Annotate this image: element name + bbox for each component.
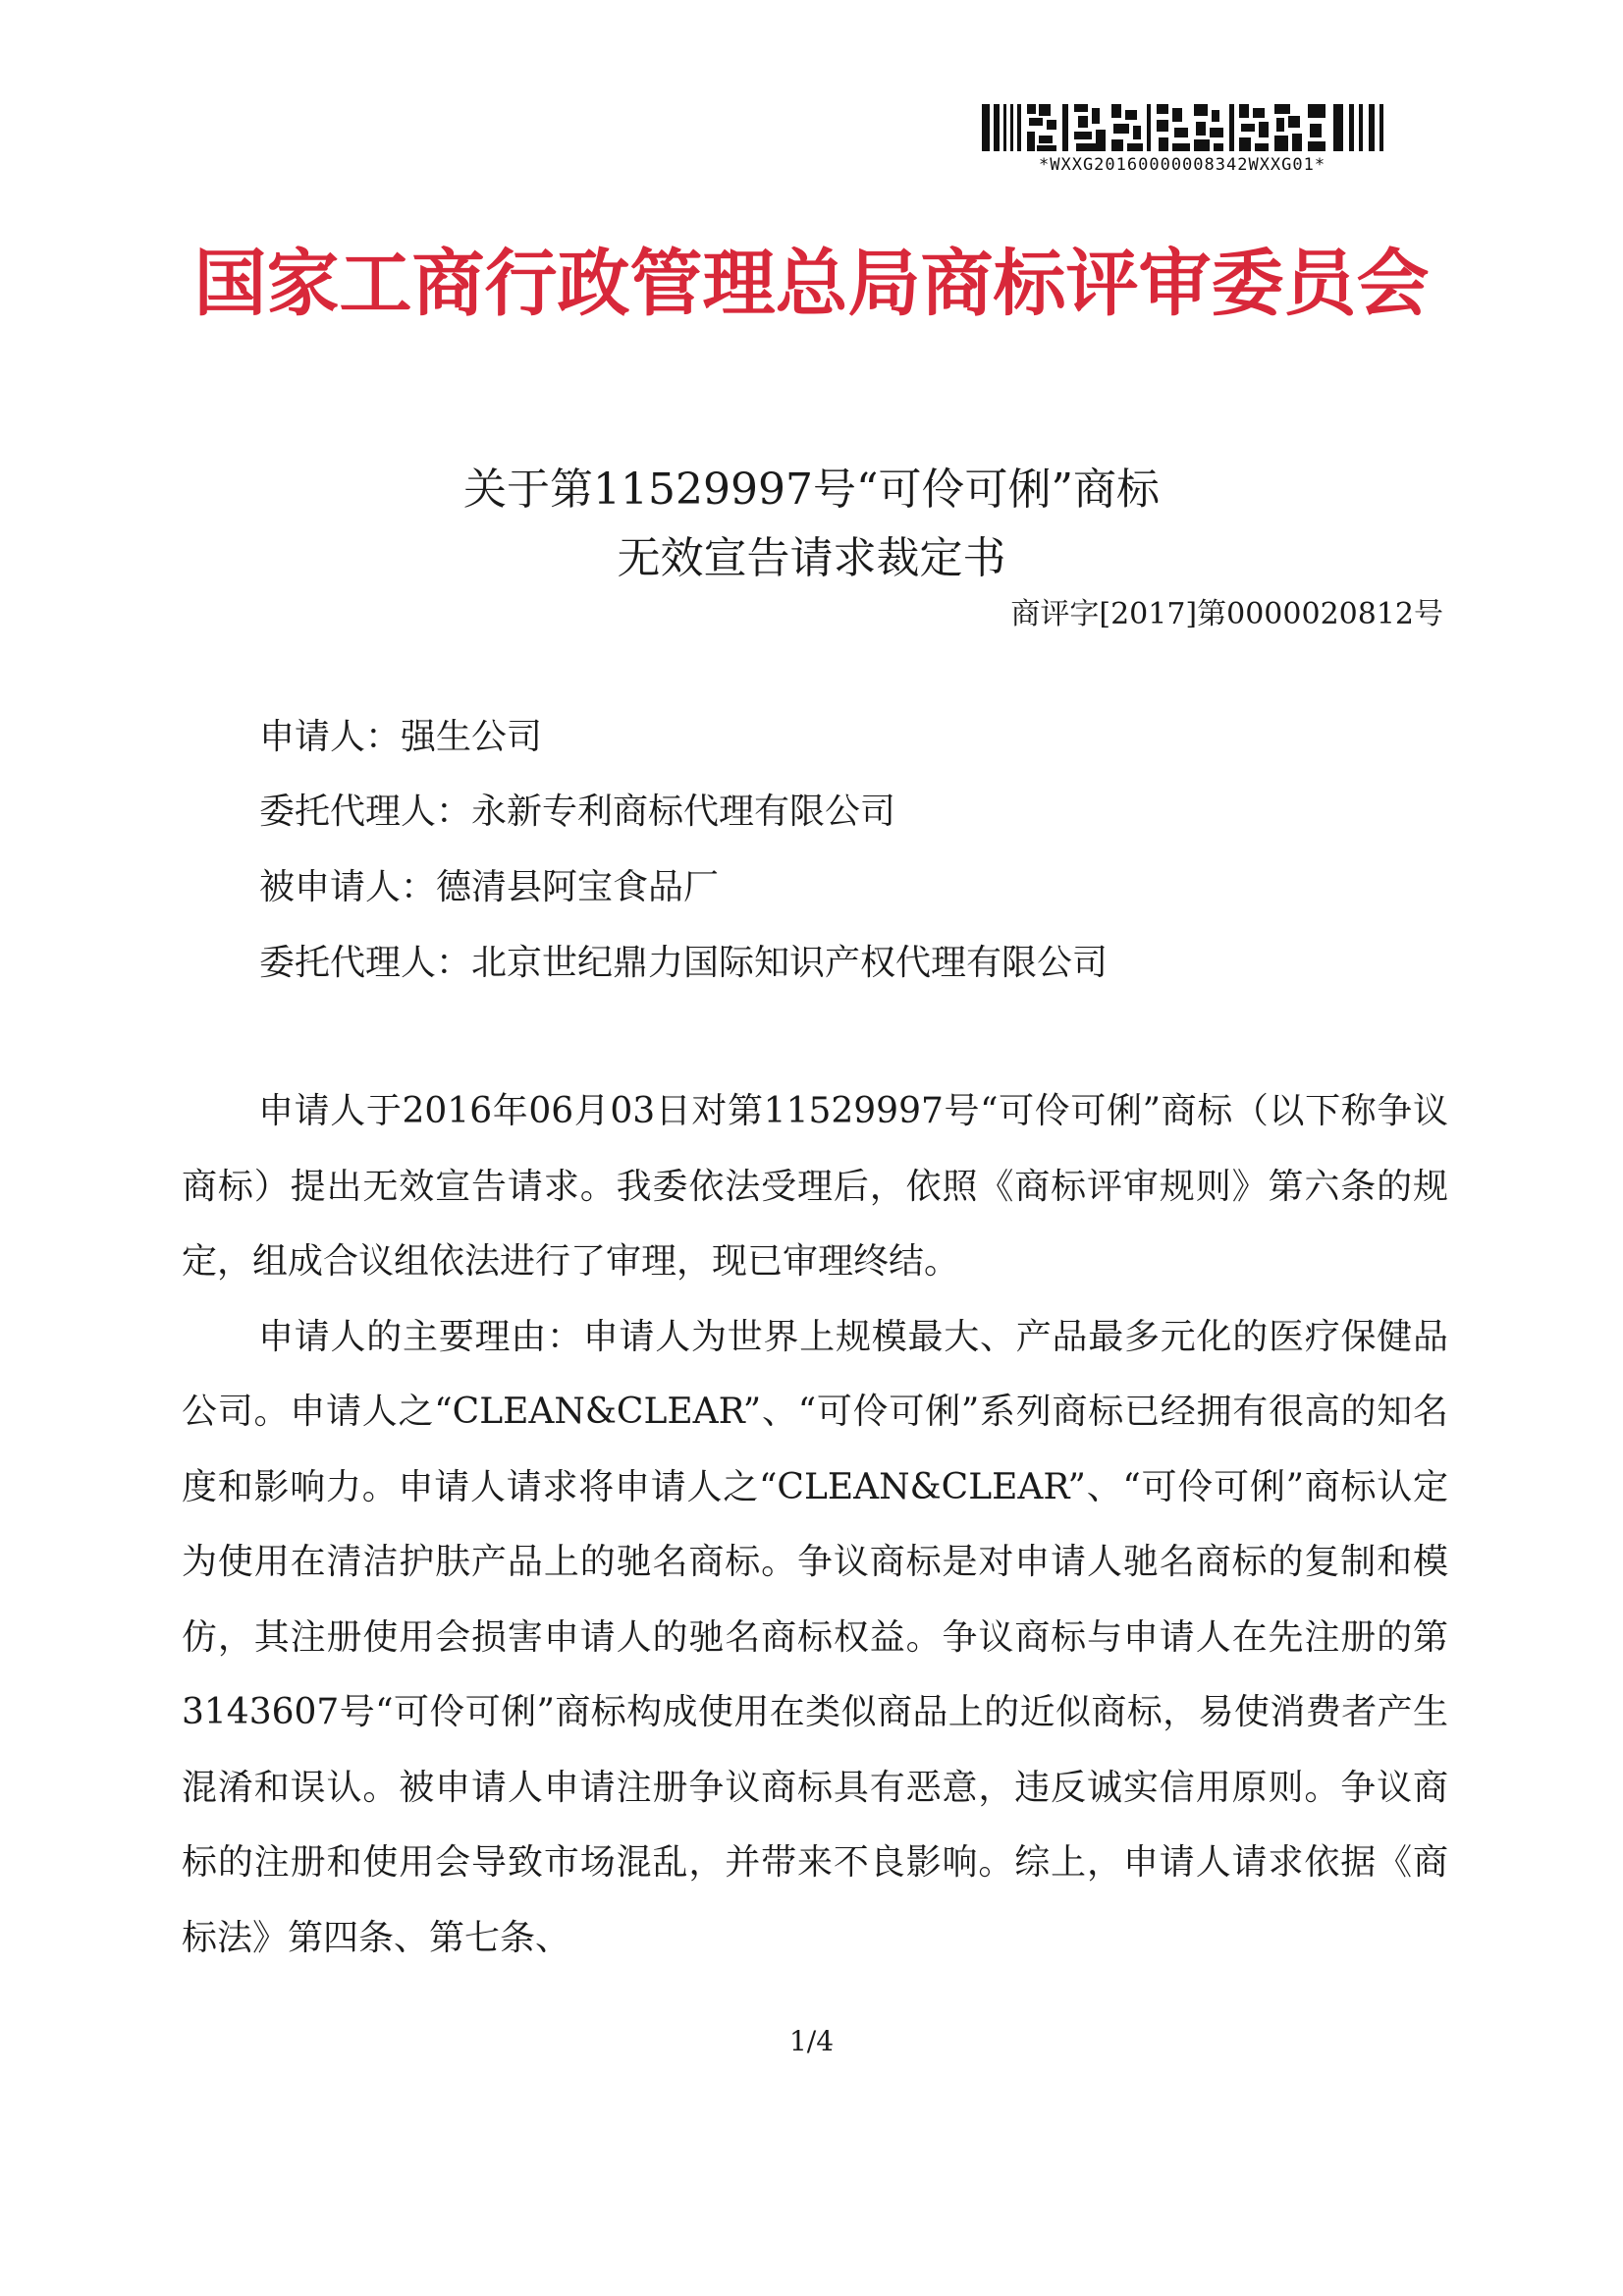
document-body bbox=[182, 1074, 1448, 1976]
party-applicant-agent: 委托代理人：永新专利商标代理有限公司 bbox=[259, 792, 896, 832]
issuing-authority-header: 国家工商行政管理总局商标评审委员会 bbox=[193, 242, 1430, 326]
party-respondent-agent: 委托代理人：北京世纪鼎力国际知识产权代理有限公司 bbox=[259, 943, 1109, 983]
barcode bbox=[982, 104, 1386, 151]
barcode-text: *WXXG20160000008342WXXG01* bbox=[1039, 155, 1326, 175]
party-respondent: 被申请人：德清县阿宝食品厂 bbox=[259, 867, 720, 907]
body-paragraph: 申请人于2016年06月03日对第11529997号“可伶可俐”商标（以下称争议商标）提出无效宣告请求。我委依法受理后，依照《商标评审规则》第六条的规定，组成合议组依法进行了审理，现已审理终结。 bbox=[182, 1091, 1448, 1282]
document-title-line-1: 关于第11529997号“可伶可俐”商标 bbox=[463, 465, 1160, 515]
document-number: 商评字[2017]第0000020812号 bbox=[1010, 597, 1443, 631]
document-title-line-2: 无效宣告请求裁定书 bbox=[617, 533, 1006, 583]
page-number: 1/4 bbox=[788, 2025, 835, 2057]
party-applicant: 申请人：强生公司 bbox=[259, 717, 543, 757]
body-paragraph: 申请人的主要理由：申请人为世界上规模最大、产品最多元化的医疗保健品公司。申请人之“CLEAN&CLEAR”、“可伶可俐”系列商标已经拥有很高的知名度和影响力。申请人请求将申请人之“CLEAN&CLEAR”、“可伶可俐”商标认定为使用在清洁护肤产品上的驰名商标。争议商标是对申请人驰名商标的复制和模仿，其注册使用会损害申请人的驰名商标权益。争议商标与申请人在先注册的第3143607号“可伶可俐”商标构成使用在类似商品上的近似商标，易使消费者产生混淆和误认。被申请人申请注册争议商标具有恶意，违反诚实信用原则。争议商标的注册和使用会导致市场混乱，并带来不良影响。综上，申请人请求依据《商标法》第四条、第七条、 bbox=[182, 1316, 1448, 1958]
